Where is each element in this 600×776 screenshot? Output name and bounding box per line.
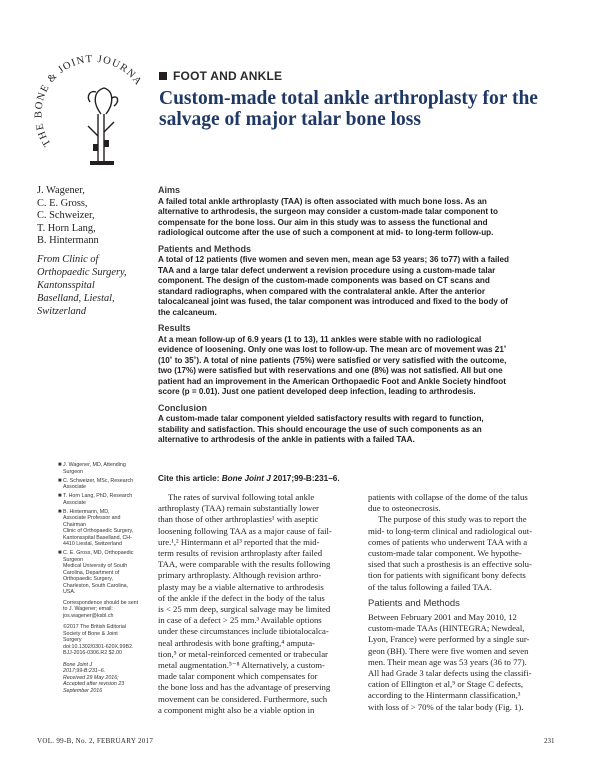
author-details-sidebar [58,462,151,694]
abstract-line: alternative to arthrodesis of the ankle in patients with a failed TAA. [158,435,415,444]
abstract-line: two (17%) were satisfied but with reservations and one (8%) was not satisfied. All but one [158,366,503,375]
affiliation [37,253,147,318]
body-line: with loss of > 70% of the talar body (Fig. 1). [368,701,524,712]
abstract-line: A total of 12 patients (five women and seven men, mean age 53 years; 36 to77) with a failed [158,255,509,264]
abstract-line: stability and satisfaction. This should encourage the use of such components as an [158,424,482,434]
affiliation-line: Kantonsspital [37,280,95,291]
author-detail [58,550,151,596]
body-line: tion for patients with significant bony defects [368,570,526,581]
bone-joint-logo-icon [18,36,158,186]
abstract-aims [158,197,576,239]
body-line: tion,⁵ or metal-reinforced cemented or trabecular [158,648,328,659]
abstract-line: score (p = 0.01). Just one patient developed deep infection, leading to arthrodesis. [158,387,476,396]
abstract-heading-aims: Aims [158,185,181,195]
detail-line: Received 29 May 2016; [63,674,119,681]
detail-line: to J. Wagener; email: [63,606,113,612]
abstract-line: TAA and a large talar defect underwent a revision procedure using a custom-made talar [158,265,496,275]
body-column-2 [368,492,577,713]
abstract-line: radiological outcome after the use of such a component at mid- to long-term follow-up. [158,228,494,237]
body-line: custom-made TAAs (HINTEGRA; Newdeal, [368,623,525,634]
author-list [37,185,147,248]
body-line: made talar component which compensates for [158,671,318,682]
detail-line: Associate [63,484,86,490]
abstract-line: standard radiographs, when compared with the contralateral ankle. After the anterior [158,286,486,296]
bullet-icon: ■ [58,508,62,515]
body-line: in case of a defect > 25 mm.³ Available options [158,615,322,626]
body-line: of the ankle if the defect in the body of the talus [158,592,325,603]
body-line: men. Their mean age was 53 years (36 to 77). [368,656,527,667]
logo-arc-text: THE BONE & JOINT JOURNA [33,53,145,149]
citation-line [158,474,340,483]
section-tag [159,69,282,83]
detail-line: Surgeon [63,468,84,475]
bullet-icon: ■ [58,493,62,499]
title-line: salvage of major talar bone loss [159,109,421,130]
bullet-icon: ■ [58,462,62,468]
body-line: arthroplasty (TAA) remain substantially lower [158,503,319,514]
author-name: T. Horn Lang, [37,222,96,234]
abstract-line: compensate for the bone loss. Our aim in this study was to assess the functional and [158,217,488,227]
author-name: J. Wagener, [37,185,85,196]
body-line: of the talus following a failed TAA. [368,581,492,592]
author-detail [58,477,151,491]
affiliation-line: From Clinic of [37,254,99,265]
detail-line: Accepted after revision 23 [63,681,125,687]
body-line: is < 25 mm deep, surgical salvage may be limited [158,604,331,615]
abstract-line: talocalcaneal joint was fused, the talar component was introduced and fixed to the body of [158,297,508,306]
body-line: primary arthroplasty. Although revision arthro- [158,570,322,581]
section-square-icon [159,72,167,80]
detail-line: Orthopaedic Surgery, [63,576,113,582]
body-line: The rates of survival following total ankle [168,492,315,502]
body-line: TAA, were comparable with the results following [158,559,331,570]
body-line: neal arthrodesis with bone grafting,⁴ amputa- [158,637,315,648]
body-line: cation of Ellington et al,⁹ or Stage C defects, [368,679,524,690]
doi-link[interactable]: doi:10.1302/0301-620X.99B2. [63,643,134,650]
body-line: mid- to long-term clinical and radiological out- [368,525,533,536]
detail-line: Chairman [63,521,86,528]
copyright-note [63,624,151,657]
body-line: movement can be considered. Furthermore, such [158,693,328,704]
abstract-methods [158,255,576,318]
detail-line: Surgery [63,637,82,643]
abstract-conclusion [158,414,576,446]
author-detail [58,508,151,548]
abstract-heading-results: Results [158,323,191,333]
detail-line: Society of Bone & Joint [63,630,118,637]
detail-line: Kantonsspital Baselland, CH- [63,534,132,541]
body-line: ure.¹,² Hintermann et al³ reported that the mid- [158,536,320,547]
detail-line: 2017;99-B:231–6. [63,668,106,674]
abstract [158,185,576,446]
detail-line: Associate Professor and [63,515,121,521]
abstract-line: (10˚ to 35˚). A total of nine patients (75%) were satisfied or very satisfied with the outcome, [158,355,507,365]
body-line: geon (BH). There were five women and seven [368,645,529,656]
author-detail [58,462,151,475]
abstract-line: evidence of loosening. Only one was lost to follow-up. The mean arc of movement was 21˚ [158,345,507,354]
detail-line: Associate [63,499,86,506]
body-line: the bone loss and has the advantage of preserving [158,682,331,693]
detail-line: 4410 Liestal, Switzerland [63,541,122,547]
abstract-line: component. The design of the custom-made components was based on CT scans and [158,276,490,285]
abstract-results [158,335,576,398]
body-line: All had Grade 3 talar defects using the classifi- [368,668,532,679]
body-line: patients with collapse of the dome of the talus [368,492,528,502]
detail-line: Clinic of Orthopaedic Surgery, [63,528,134,534]
affiliation-line: Switzerland [37,306,87,317]
cite-ref: 2017;99-B:231–6. [273,474,340,483]
detail-line: J. Wagener, MD, Attending [63,462,126,468]
body-line: than those of other arthroplasties¹ with aseptic [158,514,319,525]
body-line: a component might also be a viable option in [158,704,315,715]
footer-volume: VOL. 99-B, No. 2, FEBRUARY 2017 [37,737,154,745]
author-name: C. Schweizer, [37,210,95,221]
detail-line: Correspondence should be sent [63,599,139,606]
detail-line: ©2017 The British Editorial [63,624,126,630]
abstract-heading-methods: Patients and Methods [158,243,252,254]
abstract-line: A failed total ankle arthroplasty (TAA) is often associated with much bone loss. As an [158,196,487,206]
body-line: according to the Hintermann classification,³ [368,690,521,701]
body-line: term results of revision arthroplasty after failed [158,548,323,559]
section-heading: Patients and Methods [368,597,460,609]
affiliation-line: Baselland, Liestal, [37,293,115,304]
author-name: C. E. Gross, [37,197,88,209]
detail-line: C. Schweizer, MSc, Research [63,477,134,484]
email-link[interactable]: jos.wagener@ksbl.ch [63,612,114,619]
body-line: plasty may be a viable alternative to arthrodesis [158,581,324,592]
body-line: Between February 2001 and May 2010, 12 [368,612,517,623]
cite-journal: Bone Joint J [221,474,271,483]
detail-line: T. Horn Lang, PhD, Research [63,493,133,499]
body-line: metal augmentation.⁵⁻⁸ Alternatively, a custom- [158,660,325,671]
cite-label: Cite this article: [158,474,220,483]
body-line: sised that such a prosthesis is an effective solu- [368,559,532,570]
author-name: B. Hintermann [37,235,99,246]
detail-line: BJJ-2016-0306.R2 $2.00 [63,650,122,656]
bullet-icon: ■ [58,550,62,556]
body-column-1 [158,492,358,716]
affiliation-line: Orthopaedic Surgery, [37,267,127,278]
abstract-heading-conclusion: Conclusion [158,402,207,413]
article-title [159,88,579,130]
body-line: custom-made talar component. We hypothe- [368,548,522,559]
body-line: due to osteonecrosis. [368,503,441,514]
detail-line: September 2016 [63,687,103,694]
journal-note [63,662,151,695]
detail-line: USA. [63,589,76,595]
detail-line: B. Hintermann, MD, [63,508,110,515]
correspondence-note [63,600,151,620]
page-number: 231 [544,737,555,745]
detail-line: Surgeon [63,556,84,563]
detail-line: C. E. Gross, MD, Orthopaedic [63,550,134,556]
body-line: The purpose of this study was to report the [378,514,527,525]
bullet-icon: ■ [58,477,62,484]
abstract-line: patient had an improvement in the American Orthopaedic Foot and Ankle Society hindfoot [158,376,506,386]
body-line: Lyon, France) were performed by a single sur- [368,634,530,645]
abstract-line: alternative to arthrodesis, the surgeon may consider a custom-made talar component to [158,207,498,216]
detail-line: Medical University of South [63,563,128,569]
journal-logo [18,36,158,186]
title-line: Custom-made total ankle arthroplasty for the [159,88,538,109]
detail-line: Bone Joint J [63,661,93,668]
author-detail [58,493,151,506]
body-line: under these circumstances include tibiotalocalca- [158,626,329,637]
abstract-line: A custom-made talar component yielded satisfactory results with regard to function, [158,414,484,423]
section-label: FOOT AND ANKLE [173,69,283,83]
detail-line: Charleston, South Carolina, [63,582,129,589]
abstract-line: At a mean follow-up of 6.9 years (1 to 13), 11 ankles were stable with no radiological [158,334,482,344]
body-line: loosening following TAA as a major cause of fail- [158,525,332,536]
abstract-line: the calcaneum. [158,307,217,317]
svg-text:THE BONE & JOINT JOURNAL [18,36,144,148]
detail-line: Carolina, Department of [63,569,120,576]
body-line: comes of patients who underwent TAA with a [368,536,528,547]
